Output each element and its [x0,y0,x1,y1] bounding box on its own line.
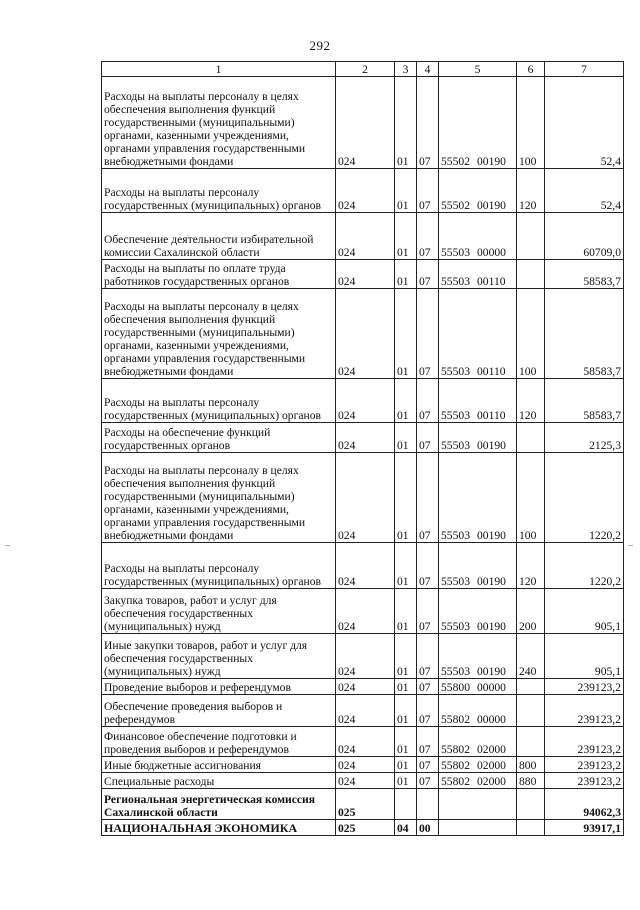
target-article [439,543,517,589]
ministry-code: 024 [336,260,395,289]
header-cell: 7 [545,62,624,77]
section-code: 01 [395,169,417,213]
ministry-code: 024 [336,695,395,727]
expense-name: Специальные расходы [102,773,336,789]
target-article-direction: 00110 [476,365,506,378]
ministry-code: 024 [336,679,395,695]
header-cell: 2 [336,62,395,77]
section-code: 01 [395,543,417,589]
expense-type-code [517,423,545,453]
ministry-code: 024 [336,589,395,634]
section-code: 01 [395,379,417,423]
ministry-code: 024 [336,169,395,213]
header-cell: 1 [102,62,336,77]
amount: 60709,0 [545,213,624,260]
target-article-program: 55802 [441,759,470,772]
subsection-code: 07 [417,679,439,695]
expense-type-code [517,679,545,695]
subsection-code: 07 [417,453,439,543]
subsection-code: 07 [417,589,439,634]
target-article [439,757,517,773]
table-row [102,77,624,169]
expense-name: Расходы на выплаты персоналу государственных (муниципальных) органов [102,543,336,589]
section-code: 01 [395,727,417,757]
header-cell: 5 [439,62,517,77]
expense-type-code: 200 [517,589,545,634]
ministry-code: 024 [336,213,395,260]
target-article-direction: 00190 [476,575,506,588]
expense-type-code: 800 [517,757,545,773]
expense-name: НАЦИОНАЛЬНАЯ ЭКОНОМИКА [102,820,336,836]
subsection-code: 07 [417,695,439,727]
amount: 239123,2 [545,695,624,727]
section-code: 01 [395,423,417,453]
section-code: 01 [395,77,417,169]
amount: 239123,2 [545,773,624,789]
header-cell: 6 [517,62,545,77]
target-article-program: 55802 [441,775,470,788]
expense-type-code: 240 [517,634,545,679]
table-row [102,679,624,695]
expense-name: Проведение выборов и референдумов [102,679,336,695]
ministry-code: 025 [336,820,395,836]
target-article-program: 55503 [441,665,470,678]
target-article [439,453,517,543]
expense-name: Расходы на выплаты персоналу в целях обеспечения выполнения функций государственными (муниципальными) органами, казенными учреждениями, органами управления государственными внебюджетными фондами [102,453,336,543]
target-article [439,260,517,289]
subsection-code: 07 [417,773,439,789]
target-article [439,589,517,634]
expense-type-code [517,789,545,820]
ministry-code: 024 [336,757,395,773]
expense-type-code: 120 [517,379,545,423]
budget-table [101,61,624,836]
amount: 239123,2 [545,727,624,757]
target-article-program: 55503 [441,275,470,288]
target-article [439,679,517,695]
subsection-code: 07 [417,213,439,260]
subsection-code: 07 [417,634,439,679]
target-article-direction: 00110 [476,275,506,288]
header-cell: 3 [395,62,417,77]
amount: 94062,3 [545,789,624,820]
target-article [439,727,517,757]
expense-type-code: 120 [517,169,545,213]
target-article [439,634,517,679]
table-row [102,757,624,773]
amount: 239123,2 [545,757,624,773]
target-article-direction: 00000 [476,713,506,726]
section-code: 01 [395,695,417,727]
target-article-direction: 02000 [476,759,506,772]
expense-type-code: 100 [517,77,545,169]
target-article-program: 55503 [441,409,470,422]
table-header-row [102,62,624,77]
target-article-program: 55503 [441,529,470,542]
target-article-program: 55802 [441,743,470,756]
expense-type-code [517,213,545,260]
expense-name: Закупка товаров, работ и услуг для обеспечения государственных (муниципальных) нужд [102,589,336,634]
amount: 905,1 [545,634,624,679]
amount: 93917,1 [545,820,624,836]
amount: 52,4 [545,169,624,213]
target-article [439,213,517,260]
target-article-program: 55503 [441,439,470,452]
expense-name: Расходы на обеспечение функций государственных органов [102,423,336,453]
expense-name: Расходы на выплаты по оплате труда работников государственных органов [102,260,336,289]
expense-name: Иные закупки товаров, работ и услуг для обеспечения государственных (муниципальных) нужд [102,634,336,679]
target-article-direction: 00190 [476,155,506,168]
subsection-code: 07 [417,543,439,589]
amount: 1220,2 [545,543,624,589]
table-row [102,589,624,634]
expense-type-code [517,695,545,727]
ministry-code: 024 [336,634,395,679]
expense-name: Обеспечение проведения выборов и референдумов [102,695,336,727]
target-article [439,379,517,423]
target-article-program: 55503 [441,246,470,259]
amount: 905,1 [545,589,624,634]
expense-name: Обеспечение деятельности избирательной комиссии Сахалинской области [102,213,336,260]
section-code: 01 [395,773,417,789]
ministry-code: 024 [336,77,395,169]
page-number: 292 [309,38,331,53]
section-code: 04 [395,820,417,836]
subsection-code: 07 [417,77,439,169]
subsection-code: 07 [417,727,439,757]
target-article-direction: 02000 [476,743,506,756]
table-row [102,213,624,260]
expense-type-code [517,727,545,757]
section-code: 01 [395,679,417,695]
expense-name: Расходы на выплаты персоналу в целях обеспечения выполнения функций государственными (муниципальными) органами, казенными учреждениями, органами управления государственными внебюджетными фондами [102,289,336,379]
section-code: 01 [395,757,417,773]
table-row [102,543,624,589]
subsection-code: 07 [417,169,439,213]
table-row [102,260,624,289]
ministry-code: 024 [336,379,395,423]
ministry-code: 024 [336,727,395,757]
expense-type-code [517,260,545,289]
margin-mark-right: – [628,540,633,551]
subsection-code: 07 [417,423,439,453]
table-row [102,453,624,543]
target-article-direction: 00190 [476,529,506,542]
table-row [102,423,624,453]
table-row [102,820,624,836]
ministry-code: 024 [336,289,395,379]
amount: 52,4 [545,77,624,169]
target-article-direction: 00190 [476,665,506,678]
target-article-direction: 00190 [476,620,506,633]
subsection-code: 07 [417,260,439,289]
table-row [102,727,624,757]
ministry-code: 024 [336,423,395,453]
expense-name: Финансовое обеспечение подготовки и проведения выборов и референдумов [102,727,336,757]
expense-name: Иные бюджетные ассигнования [102,757,336,773]
amount: 2125,3 [545,423,624,453]
section-code: 01 [395,213,417,260]
amount: 58583,7 [545,379,624,423]
target-article [439,77,517,169]
expense-type-code: 880 [517,773,545,789]
expense-name: Региональная энергетическая комиссия Сахалинской области [102,789,336,820]
amount: 58583,7 [545,260,624,289]
expense-name: Расходы на выплаты персоналу государственных (муниципальных) органов [102,169,336,213]
section-code: 01 [395,634,417,679]
expense-type-code: 120 [517,543,545,589]
target-article-program: 55802 [441,713,470,726]
table-row [102,169,624,213]
ministry-code: 024 [336,773,395,789]
table-row [102,695,624,727]
target-article-direction: 00000 [476,246,506,259]
table-row [102,789,624,820]
table-row [102,289,624,379]
ministry-code: 024 [336,453,395,543]
target-article-direction: 00000 [476,681,506,694]
target-article [439,169,517,213]
expense-name: Расходы на выплаты персоналу государственных (муниципальных) органов [102,379,336,423]
expense-type-code: 100 [517,289,545,379]
subsection-code: 07 [417,289,439,379]
table-body [102,77,624,836]
section-code: 01 [395,289,417,379]
target-article-direction: 02000 [476,775,506,788]
amount: 58583,7 [545,289,624,379]
subsection-code: 07 [417,379,439,423]
target-article [439,789,517,820]
target-article-program: 55502 [441,155,470,168]
expense-type-code: 100 [517,453,545,543]
target-article-program: 55503 [441,620,470,633]
amount: 239123,2 [545,679,624,695]
section-code: 01 [395,589,417,634]
margin-mark-left: – [5,540,10,551]
expense-name: Расходы на выплаты персоналу в целях обеспечения выполнения функций государственными (муниципальными) органами, казенными учреждениями, органами управления государственными внебюджетными фондами [102,77,336,169]
amount: 1220,2 [545,453,624,543]
subsection-code: 07 [417,757,439,773]
target-article-program: 55800 [441,681,470,694]
ministry-code: 025 [336,789,395,820]
target-article [439,423,517,453]
target-article-program: 55503 [441,575,470,588]
table-row [102,634,624,679]
target-article-program: 55503 [441,365,470,378]
section-code: 01 [395,260,417,289]
target-article [439,773,517,789]
table-row [102,773,624,789]
target-article [439,289,517,379]
section-code [395,789,417,820]
target-article [439,695,517,727]
target-article-direction: 00190 [476,199,506,212]
section-code: 01 [395,453,417,543]
expense-type-code [517,820,545,836]
table-row [102,379,624,423]
subsection-code [417,789,439,820]
target-article-direction: 00190 [476,439,506,452]
target-article-direction: 00110 [476,409,506,422]
target-article-program: 55502 [441,199,470,212]
header-cell: 4 [417,62,439,77]
ministry-code: 024 [336,543,395,589]
subsection-code: 00 [417,820,439,836]
target-article [439,820,517,836]
